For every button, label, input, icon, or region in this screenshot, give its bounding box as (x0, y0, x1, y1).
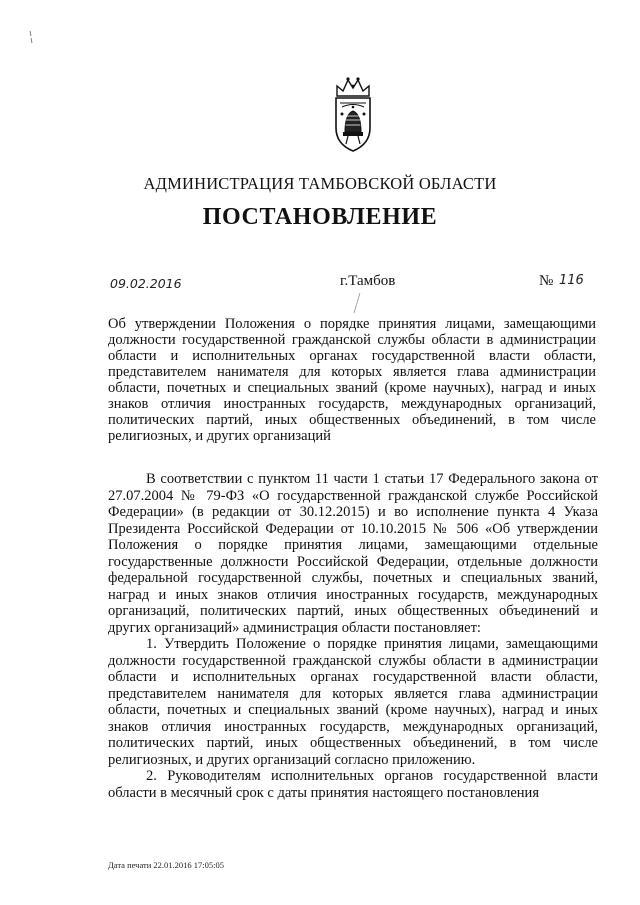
document-city: г.Тамбов (340, 273, 396, 289)
print-date: Дата печати 22.01.2016 17:05:05 (108, 860, 224, 870)
body-preamble: В соответствии с пунктом 11 части 1 статьи 17 Федерального закона от 27.07.2004 № 79-ФЗ «О государственной гражданской службе Российской Федерации» (в редакции от 30.12.2015) и во исполнение пункта 4 Указа Президента Российской Федерации от 10.10.2015 № 506 «Об утверждении Положения о порядке принятия лицами, замещающими отдельные государственные должности Российской Федерации, отдельные должности федеральной государственной службы, почетных и специальных званий, наград и иных знаков отличия иностранных государств, международных организаций, политических партий, иных общественных объединений и других организаций» администрация области постановляет: (108, 471, 598, 636)
body-item-1: 1. Утвердить Положение о порядке принятия лицами, замещающими должности государственной гражданской службы области в администрации области и исполнительных органах государственной власти области, представителем нанимателя для которых является глава администрации области, почетных и специальных званий (кроме научных), наград и иных знаков отличия иностранных государств, международных организаций, политических партий, иных общественных объединений, в том числе религиозных, и других организаций согласно приложению. (108, 636, 598, 768)
document-type-title: ПОСТАНОВЛЕНИЕ (202, 204, 438, 230)
scan-mark-middle (352, 292, 362, 314)
document-number: 116 (559, 273, 584, 288)
organization-name: АДМИНИСТРАЦИЯ ТАМБОВСКОЙ ОБЛАСТИ (143, 174, 497, 193)
coat-of-arms-emblem (328, 74, 378, 154)
document-date: 09.02.2016 (110, 276, 182, 291)
body-item-2: 2. Руководителям исполнительных органов государственной власти области в месячный срок с даты принятия настоящего постановления (108, 768, 598, 801)
scan-mark-top (28, 30, 34, 44)
document-body (108, 471, 598, 801)
document-subject: Об утверждении Положения о порядке принятия лицами, замещающими должности государственной гражданской службы области в администрации области и исполнительных органах государственной власти области, представителем нанимателя для которых является глава администрации области, почетных и специальных званий (кроме научных), наград и иных знаков отличия иностранных государств, международных организаций, политических партий, иных общественных объединений, в том числе религиозных, и других организаций (108, 316, 596, 444)
document-number-label: № (539, 273, 554, 289)
